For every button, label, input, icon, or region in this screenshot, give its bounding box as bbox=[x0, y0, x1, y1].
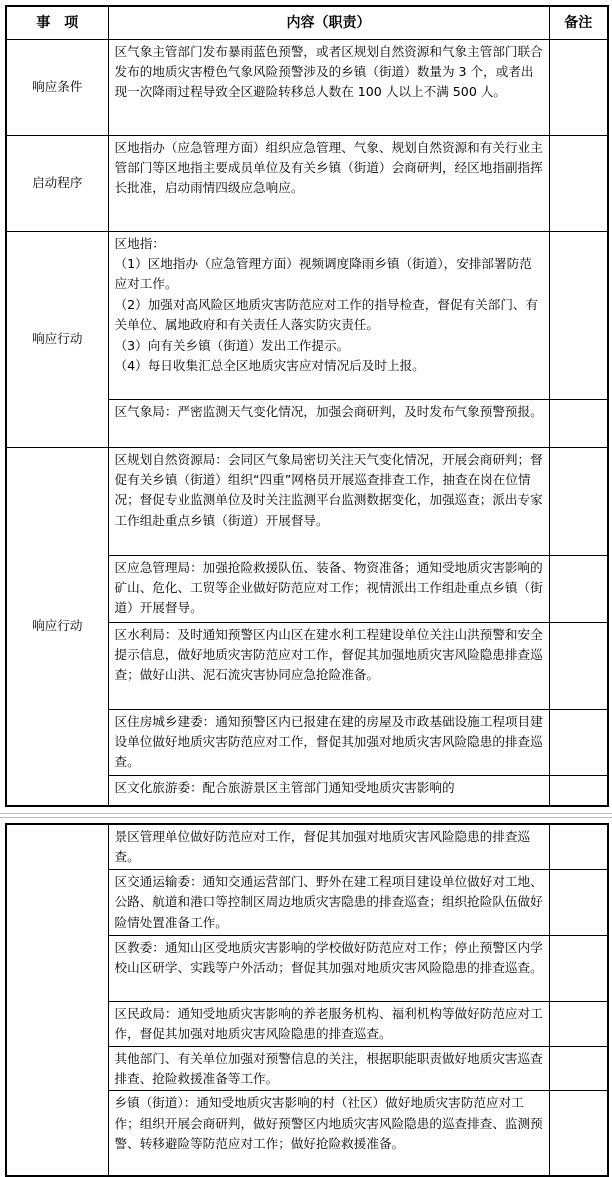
row-content-start-procedure: 区地指办（应急管理方面）组织应急管理、气象、规划自然资源和有关行业主管部门等区地指主要成员单位及有关乡镇（街道）会商研判，经区地指副指挥长批准，启动雨情四级应急响应。 bbox=[108, 135, 549, 231]
row-content-planning: 区规划自然资源局：会同区气象局密切关注天气变化情况，开展会商研判；督促有关乡镇（街道）组织“四重”网格员开展巡查排查工作，抽查在岗在位情况；督促专业监测单位及时关注监测平台监测数据变化，加强巡查；派出专家工作组赴重点乡镇（街道）开展督导。 bbox=[108, 447, 549, 555]
row-label-response-condition: 响应条件 bbox=[6, 39, 108, 135]
row-note bbox=[549, 447, 608, 555]
header-note: 备注 bbox=[549, 6, 608, 39]
content-line: （3）向有关乡镇（街道）发出工作提示。 bbox=[114, 337, 350, 353]
row-note bbox=[549, 135, 608, 231]
row-note bbox=[549, 231, 608, 399]
row-note bbox=[549, 775, 608, 806]
row-note bbox=[549, 869, 608, 935]
row-label-response-action: 响应行动 bbox=[6, 231, 108, 447]
row-content-culture-tourism-cont: 景区管理单位做好防范应对工作，督促其加强对地质灾害风险隐患的排查巡查。 bbox=[108, 824, 549, 869]
header-item: 事 项 bbox=[6, 6, 108, 39]
page-break-separator bbox=[0, 813, 612, 821]
row-note bbox=[549, 1091, 608, 1176]
row-content-other-departments: 其他部门、有关单位加强对预警信息的关注，根据职能职责做好地质灾害巡查排查、抢险救援准备等工作。 bbox=[108, 1046, 549, 1091]
row-content-transport: 区交通运输委：通知交通运营部门、野外在建工程项目建设单位做好对工地、公路、航道和港口等控制区周边地质灾害隐患的排查巡查；组织抢险队伍做好险情处置准备工作。 bbox=[108, 869, 549, 935]
row-content-meteorology: 区气象局：严密监测天气变化情况，加强会商研判，及时发布气象预警预报。 bbox=[108, 399, 549, 447]
response-table-page2 bbox=[5, 823, 609, 1177]
row-note bbox=[549, 935, 608, 1001]
row-note bbox=[549, 39, 608, 135]
content-line: （2）加强对高风险区地质灾害防范应对工作的指导检查，督促有关部门、有关单位、属地政府和有关责任人落实防灾责任。 bbox=[114, 296, 539, 333]
row-label-response-action-2: 响应行动 bbox=[6, 447, 108, 806]
row-content-emergency: 区应急管理局：加强抢险救援队伍、装备、物资准备；通知受地质灾害影响的矿山、危化、工贸等企业做好防范应对工作；视情派出工作组赴重点乡镇（街道）开展督导。 bbox=[108, 555, 549, 622]
header-content: 内容（职责） bbox=[108, 6, 549, 39]
row-note bbox=[549, 824, 608, 869]
row-content-response-condition: 区气象主管部门发布暴雨蓝色预警，或者区规划自然资源和气象主管部门联合发布的地质灾害橙色气象风险预警涉及的乡镇（街道）数量为 3 个，或者出现一次降雨过程导致全区避险转移总人数在 100 人以上不满 500 人。 bbox=[108, 39, 549, 135]
content-line: （1）区地指办（应急管理方面）视频调度降雨乡镇（街道），安排部署防范应对工作。 bbox=[114, 255, 532, 292]
row-note bbox=[549, 622, 608, 709]
response-table-page1 bbox=[5, 5, 609, 807]
row-content-civil-affairs: 区民政局：通知受地质灾害影响的养老服务机构、福利机构等做好防范应对工作，督促其加强对地质灾害风险隐患的排查巡查。 bbox=[108, 1001, 549, 1046]
row-note bbox=[549, 555, 608, 622]
row-label-start-procedure: 启动程序 bbox=[6, 135, 108, 231]
row-content-education: 区教委：通知山区受地质灾害影响的学校做好防范应对工作；停止预警区内学校山区研学、实践等户外活动；督促其加强对地质灾害风险隐患的排查巡查。 bbox=[108, 935, 549, 1001]
row-note bbox=[549, 399, 608, 447]
content-line: 区地指： bbox=[114, 235, 165, 251]
row-content-housing: 区住房城乡建委：通知预警区内已报建在建的房屋及市政基础设施工程项目建设单位做好地质灾害防范应对工作，督促其加强对地质灾害风险隐患的排查巡查。 bbox=[108, 709, 549, 775]
row-note bbox=[549, 1046, 608, 1091]
row-content-water: 区水利局：及时通知预警区内山区在建水利工程建设单位关注山洪预警和安全提示信息，做好地质灾害防范应对工作，督促其加强地质灾害风险隐患排查巡查；做好山洪、泥石流灾害协同应急抢险准备。 bbox=[108, 622, 549, 709]
row-label-empty bbox=[6, 824, 108, 1176]
row-note bbox=[549, 1001, 608, 1046]
row-content-culture-tourism: 区文化旅游委：配合旅游景区主管部门通知受地质灾害影响的 bbox=[108, 775, 549, 806]
row-content-township: 乡镇（街道）：通知受地质灾害影响的村（社区）做好地质灾害防范应对工作；组织开展会商研判，做好预警区内地质灾害风险隐患的巡查排查、监测预警、转移避险等防范应对工作；做好抢险救援准备。 bbox=[108, 1091, 549, 1176]
row-note bbox=[549, 709, 608, 775]
row-content-district-command bbox=[108, 231, 549, 399]
content-line: （4）每日收集汇总全区地质灾害应对情况后及时上报。 bbox=[114, 357, 425, 373]
